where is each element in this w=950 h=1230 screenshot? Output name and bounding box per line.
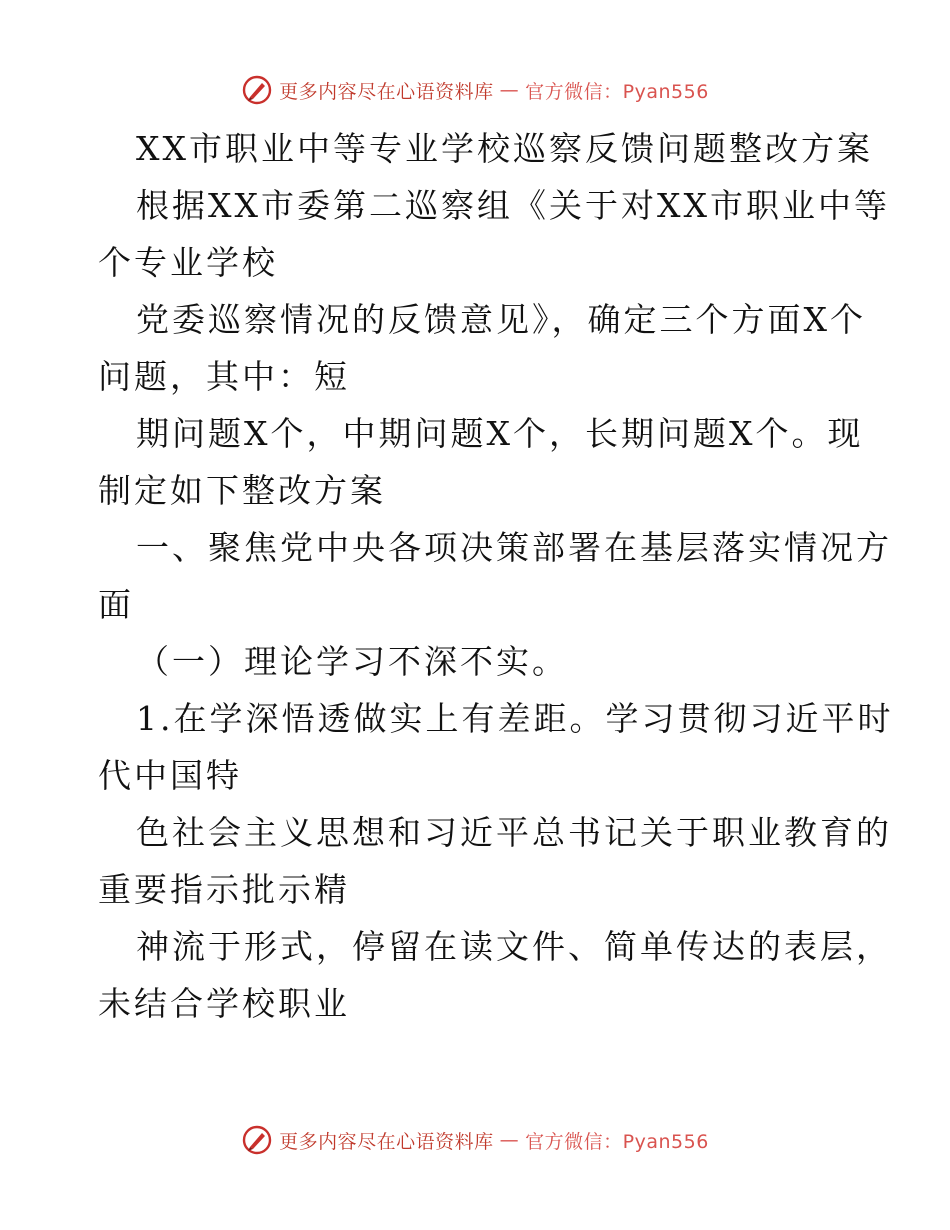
- watermark-text: 更多内容尽在心语资料库: [279, 80, 494, 103]
- subsection-heading: （一）理论学习不深不实。: [136, 642, 568, 681]
- footer-watermark-banner: [0, 1120, 950, 1160]
- doc-line: 神流于形式，停留在读文件、简单传达的表层，: [136, 927, 892, 966]
- doc-line: 根据XX市委第二巡察组《关于对XX市职业中等: [136, 186, 890, 225]
- doc-line: 个专业学校: [98, 243, 278, 282]
- document-body: [98, 120, 894, 1032]
- doc-line: 期问题X个，中期问题X个，长期问题X个。现: [136, 414, 864, 453]
- doc-line: 代中国特: [98, 756, 242, 795]
- watermark-group: [241, 74, 709, 106]
- section-heading: 一、聚焦党中央各项决策部署在基层落实情况方: [136, 528, 892, 567]
- doc-line: 党委巡察情况的反馈意见》，确定三个方面X个: [136, 300, 866, 339]
- doc-line: 色社会主义思想和习近平总书记关于职业教育的: [136, 813, 892, 852]
- doc-title: XX市职业中等专业学校巡察反馈问题整改方案: [136, 129, 873, 168]
- watermark-wechat: 官方微信：Pyan556: [525, 1130, 709, 1153]
- doc-line: 1.在学深悟透做实上有差距。学习贯彻习近平时: [136, 699, 894, 738]
- watermark-text: 更多内容尽在心语资料库: [279, 1130, 494, 1153]
- doc-line: 重要指示批示精: [98, 870, 350, 909]
- pen-logo-icon: [241, 1124, 273, 1156]
- doc-line: 未结合学校职业: [98, 984, 350, 1023]
- watermark-separator: —: [499, 79, 520, 101]
- doc-line: 制定如下整改方案: [98, 471, 386, 510]
- watermark-separator: —: [499, 1129, 520, 1151]
- watermark-wechat: 官方微信：Pyan556: [525, 80, 709, 103]
- doc-line: 问题，其中：短: [98, 357, 350, 396]
- header-watermark-banner: [0, 70, 950, 110]
- watermark-group: [241, 1124, 709, 1156]
- doc-line: 面: [98, 585, 134, 624]
- pen-logo-icon: [241, 74, 273, 106]
